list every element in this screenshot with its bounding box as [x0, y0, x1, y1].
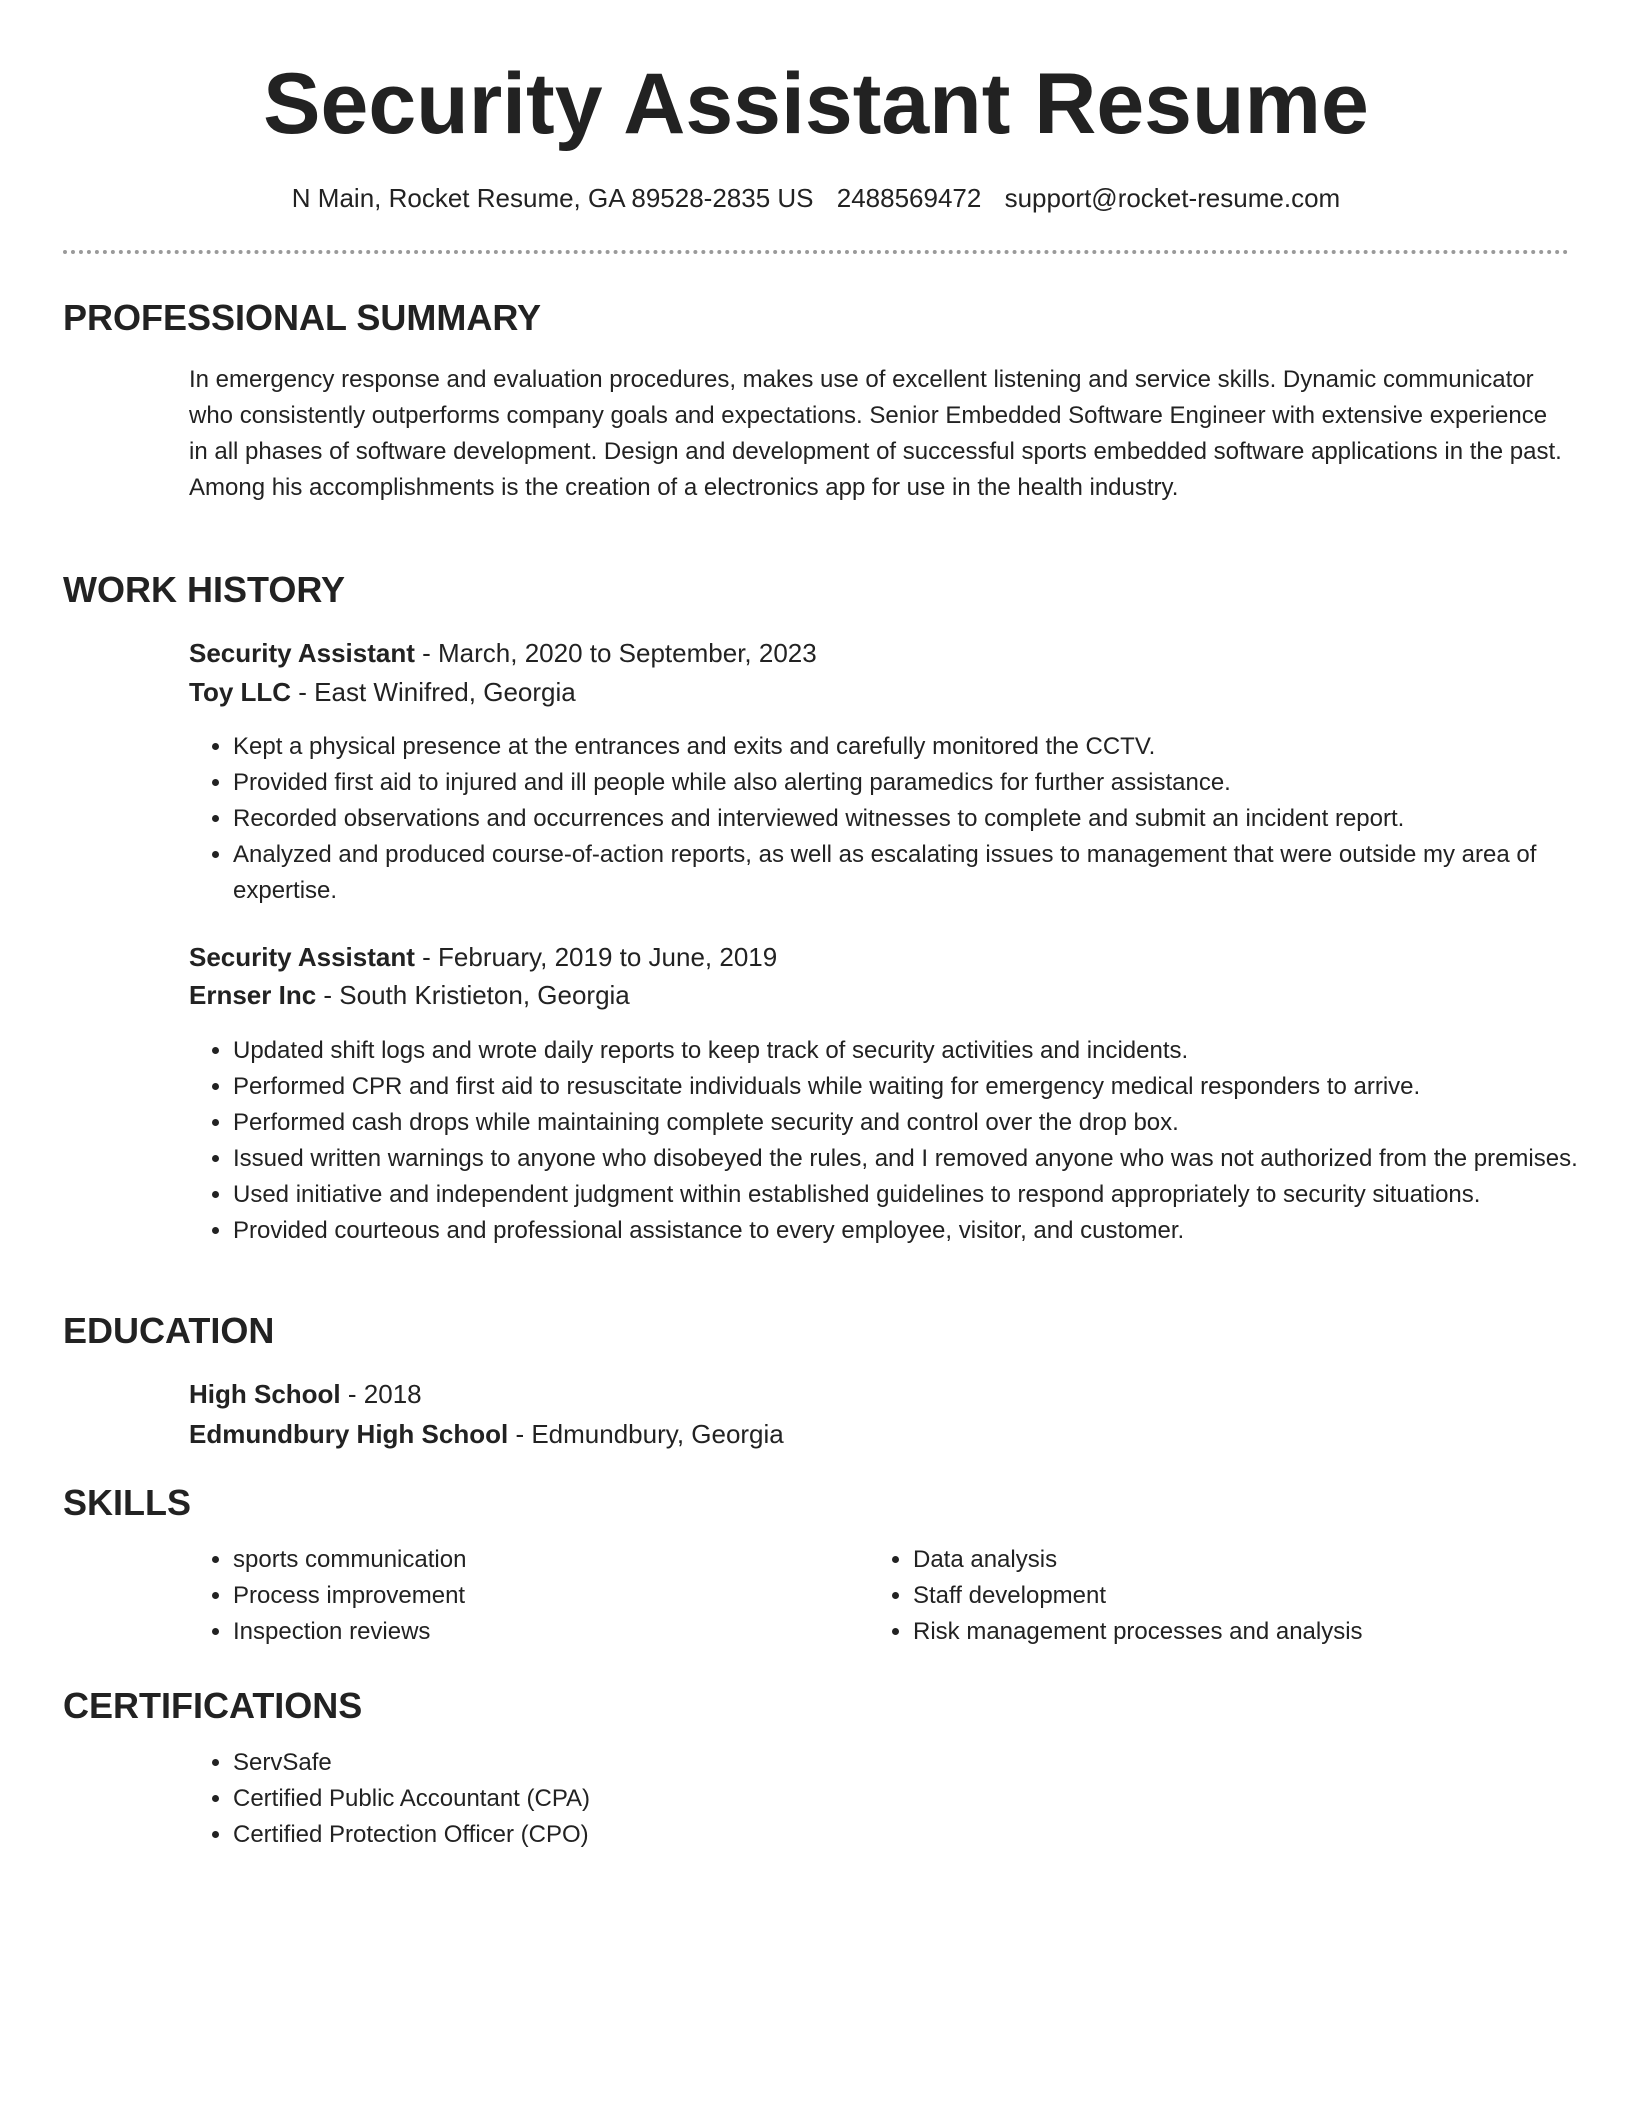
skills-list-left: [189, 1542, 873, 1650]
list-item: • Certified Public Accountant (CPA): [233, 1781, 1618, 1817]
job-1-title: Security Assistant: [189, 638, 415, 668]
list-item: • Updated shift logs and wrote daily reports to keep track of security activities and incidents.: [233, 1033, 1618, 1069]
education-degree-line: [189, 1375, 422, 1413]
header-divider: [63, 250, 1569, 254]
job-2-title: Security Assistant: [189, 942, 415, 972]
certifications-heading: CERTIFICATIONS: [63, 1685, 363, 1726]
list-item: • Analyzed and produced course-of-action reports, as well as escalating issues to management that were outside my area of expertise.: [233, 837, 1618, 909]
list-item: • Staff development: [913, 1578, 1613, 1614]
work-history-heading: WORK HISTORY: [63, 569, 346, 610]
job-1-company-line: [189, 673, 576, 711]
list-item: • Provided courteous and professional assistance to every employee, visitor, and customer.: [233, 1213, 1618, 1249]
list-item: • Performed cash drops while maintaining complete security and control over the drop box.: [233, 1105, 1618, 1141]
list-item: • sports communication: [233, 1542, 873, 1578]
job-1-location: - East Winifred, Georgia: [291, 677, 576, 707]
job-2-bullets: [189, 1033, 1618, 1249]
skills-list-right: [869, 1542, 1613, 1650]
education-school-line: [189, 1415, 784, 1453]
job-1-company: Toy LLC: [189, 677, 292, 707]
summary-heading: PROFESSIONAL SUMMARY: [63, 297, 542, 338]
list-item: • Recorded observations and occurrences and interviewed witnesses to complete and submit an incident report.: [233, 801, 1618, 837]
job-2-location: - South Kristieton, Georgia: [316, 980, 630, 1010]
list-item: • Data analysis: [913, 1542, 1613, 1578]
contact-email: support@rocket-resume.com: [1004, 183, 1341, 213]
list-item: • Inspection reviews: [233, 1614, 873, 1650]
skills-heading: SKILLS: [63, 1482, 192, 1523]
certifications-list: [189, 1745, 1618, 1853]
job-1-bullets: [189, 729, 1618, 909]
list-item: • ServSafe: [233, 1745, 1618, 1781]
list-item: • Risk management processes and analysis: [913, 1614, 1613, 1650]
job-1-title-line: [189, 634, 817, 672]
list-item: • Process improvement: [233, 1578, 873, 1614]
list-item: • Kept a physical presence at the entrances and exits and carefully monitored the CCTV.: [233, 729, 1618, 765]
job-2-title-line: [189, 938, 777, 976]
education-degree: High School: [189, 1379, 341, 1409]
contact-phone: 2488569472: [836, 183, 982, 213]
list-item: • Provided first aid to injured and ill people while also alerting paramedics for further assistance.: [233, 765, 1618, 801]
job-2-company: Ernser Inc: [189, 980, 317, 1010]
job-1-dates: - March, 2020 to September, 2023: [414, 638, 817, 668]
list-item: • Performed CPR and first aid to resuscitate individuals while waiting for emergency medical responders to arrive.: [233, 1069, 1618, 1105]
list-item: • Issued written warnings to anyone who disobeyed the rules, and I removed anyone who was not authorized from the premises.: [233, 1141, 1618, 1177]
job-2-dates: - February, 2019 to June, 2019: [414, 942, 778, 972]
education-school: Edmundbury High School: [189, 1419, 509, 1449]
education-location: - Edmundbury, Georgia: [508, 1419, 784, 1449]
contact-line: [0, 180, 1632, 216]
job-2-company-line: [189, 976, 630, 1014]
education-heading: EDUCATION: [63, 1310, 275, 1351]
summary-text: In emergency response and evaluation procedures, makes use of excellent listening and service skills. Dynamic communicator who consistently outperforms company goals and expectations. Senior Embedded Software Engineer with extensive experience in all phases of software development. Design and development of successful sports embedded software applications in the past. Among his accomplishments is the creation of a electronics app for use in the health industry.: [189, 366, 1562, 501]
education-year: - 2018: [340, 1379, 422, 1409]
resume-title: Security Assistant Resume: [263, 56, 1369, 152]
list-item: • Certified Protection Officer (CPO): [233, 1817, 1618, 1853]
list-item: • Used initiative and independent judgment within established guidelines to respond appropriately to security situations.: [233, 1177, 1618, 1213]
contact-address: N Main, Rocket Resume, GA 89528-2835 US: [291, 183, 814, 213]
